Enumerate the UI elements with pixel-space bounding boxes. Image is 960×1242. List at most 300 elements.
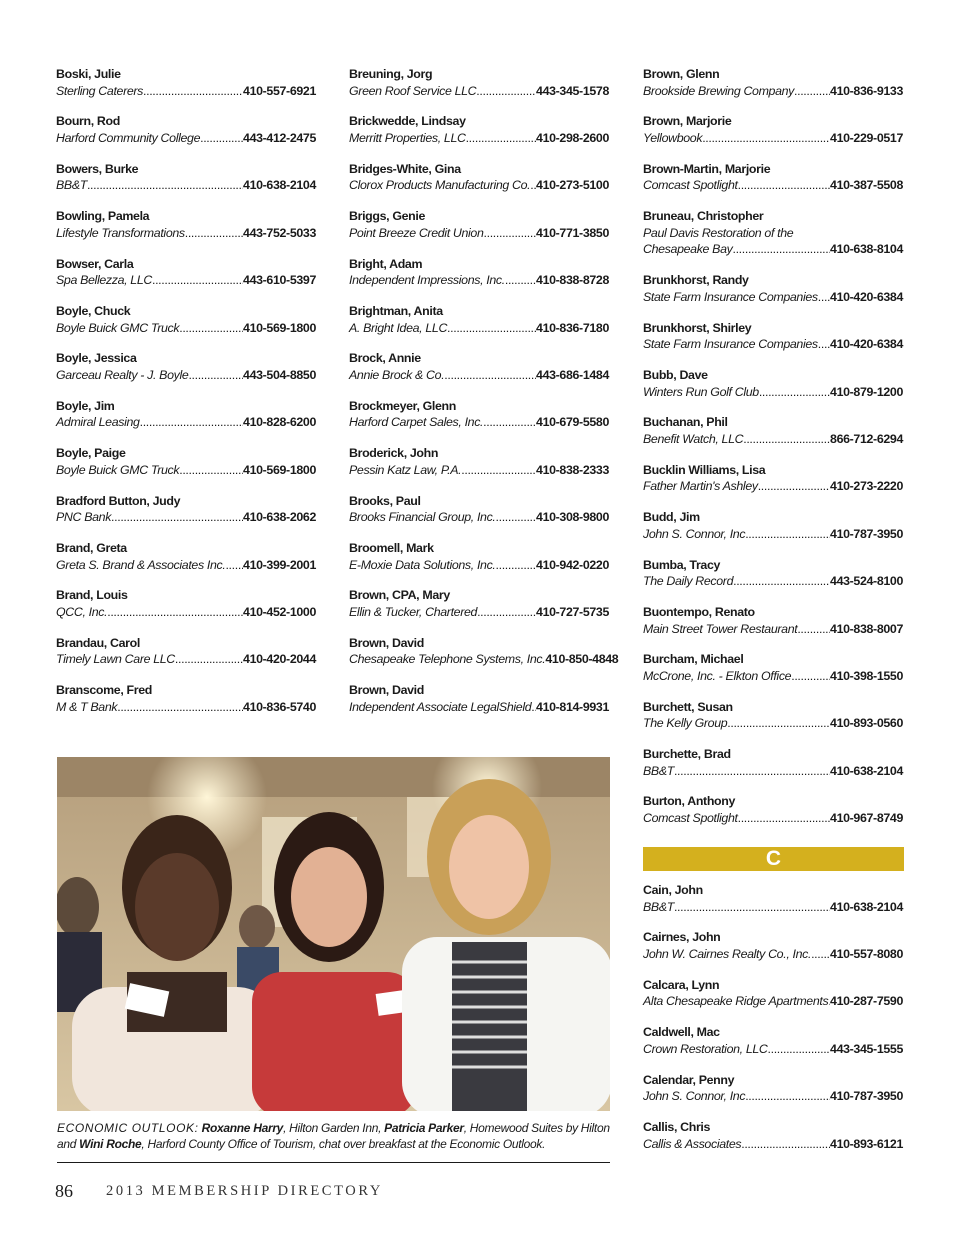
- directory-entry: [643, 66, 903, 113]
- member-name: Bubb, Dave: [643, 367, 708, 382]
- member-phone: 410-787-3950: [830, 1089, 903, 1104]
- member-company: BB&T: [56, 178, 87, 193]
- member-detail-line: [349, 272, 609, 289]
- member-detail-line: [349, 604, 609, 621]
- member-phone: 410-787-3950: [830, 526, 903, 541]
- directory-entry: [643, 509, 903, 556]
- member-phone: 410-569-1800: [243, 462, 316, 477]
- dot-leader: [745, 1088, 830, 1105]
- dot-leader: [179, 462, 243, 479]
- member-name: Branscome, Fred: [56, 683, 152, 698]
- directory-entry: [643, 1119, 903, 1166]
- member-company: Father Martin's Ashley: [643, 479, 758, 494]
- member-name: Burton, Anthony: [643, 794, 736, 809]
- dot-leader: [743, 431, 830, 448]
- directory-entry: [56, 66, 316, 113]
- member-phone: 410-229-0517: [830, 130, 903, 145]
- directory-entry: [56, 682, 316, 729]
- member-phone: 410-893-6121: [830, 1136, 903, 1151]
- member-detail-line: [643, 241, 903, 258]
- member-phone: 410-308-9800: [536, 510, 609, 525]
- directory-entry: [643, 272, 903, 319]
- directory-entry: [643, 882, 903, 929]
- member-name: Calcara, Lynn: [643, 977, 720, 992]
- member-phone: 410-638-8104: [830, 242, 903, 257]
- directory-entry: [349, 493, 609, 540]
- member-phone: 410-727-5735: [536, 604, 609, 619]
- member-phone: 410-398-1550: [830, 668, 903, 683]
- member-detail-line: [349, 462, 609, 479]
- directory-entry: [643, 1072, 903, 1119]
- member-name: Bradford Button, Judy: [56, 493, 181, 508]
- directory-entry: [349, 208, 609, 255]
- dot-leader: [738, 177, 830, 194]
- member-detail-line: [643, 289, 903, 306]
- directory-column-1: [56, 66, 316, 729]
- dot-leader: [738, 810, 830, 827]
- member-company: Main Street Tower Restaurant: [643, 621, 798, 636]
- directory-entry: [56, 635, 316, 682]
- member-name: Brown, CPA, Mary: [349, 588, 450, 603]
- member-name: Burcham, Michael: [643, 652, 744, 667]
- dot-leader: [741, 1136, 830, 1153]
- directory-entry: [643, 604, 903, 651]
- dot-leader: [818, 289, 830, 306]
- directory-entry: [643, 746, 903, 793]
- member-detail-line: [643, 993, 903, 1010]
- member-detail-line: [56, 83, 316, 100]
- member-name: Buchanan, Phil: [643, 415, 728, 430]
- member-company: Clorox Products Manufacturing Co.: [349, 178, 531, 193]
- member-name: Bucklin Williams, Lisa: [643, 462, 766, 477]
- member-phone: 410-569-1800: [243, 320, 316, 335]
- member-detail-line: [643, 810, 903, 827]
- member-detail-line: [643, 1041, 903, 1058]
- member-company: Spa Bellezza, LLC: [56, 273, 152, 288]
- directory-entry: [643, 161, 903, 208]
- directory-entry: [56, 398, 316, 445]
- member-phone: 410-638-2104: [830, 899, 903, 914]
- member-phone: 410-420-6384: [830, 337, 903, 352]
- dot-leader: [200, 130, 243, 147]
- member-company: Boyle Buick GMC Truck: [56, 462, 180, 477]
- member-company: John S. Connor, Inc: [643, 1089, 746, 1104]
- member-name: Budd, Jim: [643, 510, 700, 525]
- dot-leader: [818, 336, 830, 353]
- dot-leader: [727, 715, 830, 732]
- member-phone: 443-345-1555: [830, 1041, 903, 1056]
- member-name: Brown, David: [349, 683, 424, 698]
- member-company: The Kelly Group: [643, 716, 728, 731]
- dot-leader: [496, 509, 537, 526]
- directory-entry: [349, 540, 609, 587]
- dot-leader: [759, 384, 830, 401]
- member-name: Boyle, Jessica: [56, 351, 137, 366]
- dot-leader: [732, 241, 830, 258]
- member-detail-line: [643, 1088, 903, 1105]
- member-detail-line: [643, 899, 903, 916]
- directory-entry: [56, 256, 316, 303]
- member-name: Brooks, Paul: [349, 493, 421, 508]
- directory-entry: [56, 113, 316, 160]
- member-name: Brand, Louis: [56, 588, 128, 603]
- dot-leader: [117, 699, 243, 716]
- member-phone: 410-387-5508: [830, 178, 903, 193]
- dot-leader: [87, 177, 243, 194]
- dot-leader: [768, 1041, 831, 1058]
- member-company: Independent Associate LegalShield: [349, 699, 532, 714]
- member-detail-line: [56, 651, 316, 668]
- member-phone: 410-273-5100: [536, 178, 609, 193]
- member-company: John W. Cairnes Realty Co., Inc.: [643, 946, 812, 961]
- member-detail-line: [643, 573, 903, 590]
- member-company: PNC Bank: [56, 510, 112, 525]
- directory-entry: [349, 66, 609, 113]
- member-name: Bowling, Pamela: [56, 209, 150, 224]
- dot-leader: [152, 272, 243, 289]
- directory-entry: [643, 414, 903, 461]
- footer-rule: [57, 1162, 610, 1163]
- member-detail-line: [643, 763, 903, 780]
- member-phone: 866-712-6294: [830, 431, 903, 446]
- member-phone: 410-638-2062: [243, 510, 316, 525]
- member-phone: 410-420-6384: [830, 289, 903, 304]
- publication-title: 2013 MEMBERSHIP DIRECTORY: [106, 1183, 383, 1199]
- member-phone: 410-273-2220: [830, 479, 903, 494]
- dot-leader: [484, 225, 537, 242]
- member-name: Brown-Martin, Marjorie: [643, 161, 771, 176]
- member-company: Point Breeze Credit Union: [349, 225, 484, 240]
- directory-entry: [56, 208, 316, 255]
- member-name: Brightman, Anita: [349, 303, 443, 318]
- caption-person-2: Patricia Parker: [384, 1121, 464, 1135]
- member-detail-line: [349, 699, 609, 716]
- member-phone: 410-850-4848: [545, 652, 619, 667]
- member-phone: 410-557-6921: [243, 83, 316, 98]
- member-name: Boyle, Chuck: [56, 303, 131, 318]
- directory-entry: [56, 493, 316, 540]
- member-name: Brown, Glenn: [643, 67, 720, 81]
- caption-text-3: , Harford County Office of Tourism, chat over breakfast at the Economic Outlook.: [141, 1137, 546, 1151]
- member-name: Brown, David: [349, 635, 424, 650]
- member-phone: 443-412-2475: [243, 130, 316, 145]
- member-company: Harford Community College: [56, 130, 201, 145]
- member-company: John S. Connor, Inc: [643, 526, 746, 541]
- member-name: Burchett, Susan: [643, 699, 733, 714]
- member-detail-line: [643, 336, 903, 353]
- member-phone: 443-752-5033: [243, 225, 316, 240]
- member-detail-line: [643, 715, 903, 732]
- directory-entry: [643, 320, 903, 367]
- dot-leader: [447, 320, 536, 337]
- member-name: Bowser, Carla: [56, 256, 134, 271]
- member-phone: 410-557-8080: [830, 946, 903, 961]
- member-detail-line: [349, 320, 609, 337]
- directory-entry: [56, 445, 316, 492]
- page-number: 86: [55, 1181, 73, 1201]
- dot-leader: [483, 414, 536, 431]
- directory-entry: [349, 445, 609, 492]
- directory-entry: [643, 929, 903, 976]
- member-company: QCC, Inc.: [56, 604, 108, 619]
- member-phone: 410-967-8749: [830, 811, 903, 826]
- member-name: Callis, Chris: [643, 1119, 711, 1134]
- member-detail-line: [643, 1136, 903, 1153]
- member-detail-line: [56, 604, 316, 621]
- member-detail-line: [56, 414, 316, 431]
- member-name: Brand, Greta: [56, 540, 127, 555]
- member-detail-line: [349, 509, 609, 526]
- dot-leader: [797, 621, 830, 638]
- member-phone: 410-893-0560: [830, 716, 903, 731]
- directory-entry: [643, 367, 903, 414]
- dot-leader: [674, 899, 830, 916]
- member-company: Independent Impressions, Inc.: [349, 273, 505, 288]
- member-detail-line: [56, 699, 316, 716]
- directory-entry: [349, 161, 609, 208]
- member-name: Bridges-White, Gina: [349, 161, 461, 176]
- member-company: State Farm Insurance Companies: [643, 289, 818, 304]
- member-name: Burchette, Brad: [643, 747, 731, 762]
- member-detail-line: [56, 177, 316, 194]
- member-company: Brooks Financial Group, Inc.: [349, 510, 496, 525]
- member-company: Timely Lawn Care LLC: [56, 652, 175, 667]
- member-phone: 410-814-9931: [536, 699, 609, 714]
- member-company: Ellin & Tucker, Chartered: [349, 604, 478, 619]
- member-phone: 410-838-2333: [536, 462, 609, 477]
- member-detail-line: [643, 431, 903, 448]
- member-company: State Farm Insurance Companies: [643, 337, 818, 352]
- directory-entry: [643, 651, 903, 698]
- member-detail-line: [349, 651, 619, 668]
- member-name: Calendar, Penny: [643, 1072, 735, 1087]
- member-company: Yellowbook: [643, 130, 703, 145]
- directory-column-2: [349, 66, 619, 729]
- member-company: Pessin Katz Law, P.A.: [349, 462, 462, 477]
- member-company: Benefit Watch, LLC: [643, 431, 744, 446]
- member-detail-line: [56, 130, 316, 147]
- member-company: A. Bright Idea, LLC: [349, 320, 448, 335]
- member-name: Bruneau, Christopher: [643, 209, 764, 224]
- member-company: Comcast Spotlight: [643, 811, 738, 826]
- member-company: M & T Bank: [56, 699, 118, 714]
- member-company: Boyle Buick GMC Truck: [56, 320, 180, 335]
- member-phone: 443-345-1578: [536, 83, 609, 98]
- caption-text-1: , Hilton Garden Inn,: [283, 1121, 385, 1135]
- member-detail-line: [349, 83, 609, 100]
- directory-entry: [643, 113, 903, 160]
- directory-entry: [349, 635, 619, 682]
- directory-entry: [349, 256, 609, 303]
- directory-entry: [643, 977, 903, 1024]
- member-detail-line: [56, 557, 316, 574]
- member-company: Crown Restoration, LLC: [643, 1041, 768, 1056]
- member-detail-line: [349, 225, 609, 242]
- member-detail-line: [643, 177, 903, 194]
- member-name: Boyle, Paige: [56, 446, 126, 461]
- member-detail-line: [349, 130, 609, 147]
- directory-entry: [56, 303, 316, 350]
- member-company: Greta S. Brand & Associates Inc.: [56, 557, 226, 572]
- member-name: Brunkhorst, Randy: [643, 273, 749, 288]
- dot-leader: [188, 367, 243, 384]
- member-detail-line: [643, 668, 903, 685]
- directory-entry: [349, 350, 609, 397]
- member-company: E-Moxie Data Solutions, Inc.: [349, 557, 496, 572]
- directory-entry: [349, 398, 609, 445]
- member-name: Cairnes, John: [643, 930, 721, 945]
- dot-leader: [461, 462, 536, 479]
- member-phone: 410-638-2104: [243, 178, 316, 193]
- member-company-line1: Paul Davis Restoration of the: [643, 225, 794, 240]
- member-phone: 410-942-0220: [536, 557, 609, 572]
- dot-leader: [107, 604, 243, 621]
- directory-entry: [56, 350, 316, 397]
- member-detail-line: [349, 414, 609, 431]
- directory-entry: [349, 587, 609, 634]
- member-name: Brown, Marjorie: [643, 114, 732, 129]
- dot-leader: [225, 557, 243, 574]
- directory-entry: [56, 587, 316, 634]
- member-company: BB&T: [643, 899, 674, 914]
- member-company: Callis & Associates: [643, 1136, 742, 1151]
- member-phone: 410-420-2044: [243, 652, 316, 667]
- member-phone: 410-838-8007: [830, 621, 903, 636]
- directory-entry: [643, 793, 903, 840]
- dot-leader: [444, 367, 536, 384]
- member-phone: 443-504-8850: [243, 367, 316, 382]
- directory-entry: [349, 682, 609, 729]
- member-company: Comcast Spotlight: [643, 178, 738, 193]
- member-detail-line: [56, 225, 316, 242]
- caption-person-3: Wini Roche: [79, 1137, 142, 1151]
- directory-entry: [349, 303, 609, 350]
- member-company: Harford Carpet Sales, Inc.: [349, 415, 484, 430]
- dot-leader: [758, 478, 830, 495]
- member-company: McCrone, Inc. - Elkton Office: [643, 668, 792, 683]
- member-name: Bowers, Burke: [56, 161, 139, 176]
- member-company: Winters Run Golf Club: [643, 384, 759, 399]
- member-phone: 410-638-2104: [830, 763, 903, 778]
- directory-entry: [643, 208, 903, 272]
- member-detail-line: [56, 320, 316, 337]
- member-detail-line: [643, 526, 903, 543]
- member-phone: 410-836-5740: [243, 699, 316, 714]
- member-company: Alta Chesapeake Ridge Apartments: [643, 994, 829, 1009]
- dot-leader: [733, 573, 830, 590]
- member-phone: 410-836-7180: [536, 320, 609, 335]
- member-name: Boski, Julie: [56, 67, 121, 81]
- member-detail-line: [349, 367, 609, 384]
- dot-leader: [674, 763, 830, 780]
- dot-leader: [794, 83, 830, 100]
- dot-leader: [466, 130, 536, 147]
- member-phone: 410-298-2600: [536, 130, 609, 145]
- member-name: Broomell, Mark: [349, 540, 434, 555]
- directory-entry: [56, 161, 316, 208]
- member-detail-line: [56, 509, 316, 526]
- member-phone: 410-828-6200: [243, 415, 316, 430]
- member-name: Briggs, Genie: [349, 209, 426, 224]
- dot-leader: [111, 509, 243, 526]
- member-company: Annie Brock & Co.: [349, 367, 445, 382]
- member-company: Sterling Caterers: [56, 83, 144, 98]
- caption-lead: ECONOMIC OUTLOOK:: [57, 1121, 199, 1135]
- member-phone: 410-838-8728: [536, 273, 609, 288]
- member-phone: 410-679-5580: [536, 415, 609, 430]
- caption-person-1: Roxanne Harry: [201, 1121, 284, 1135]
- member-detail-line: [643, 946, 903, 963]
- member-detail-line: [643, 621, 903, 638]
- member-name: Boyle, Jim: [56, 398, 115, 413]
- dot-leader: [179, 320, 243, 337]
- member-company: BB&T: [643, 763, 674, 778]
- member-detail-line: [643, 83, 903, 100]
- member-name: Brock, Annie: [349, 351, 421, 366]
- dot-leader: [143, 83, 243, 100]
- dot-leader: [505, 272, 536, 289]
- member-company: Merritt Properties, LLC: [349, 130, 466, 145]
- directory-entry: [643, 557, 903, 604]
- member-detail-line: [56, 462, 316, 479]
- member-phone: 410-836-9133: [830, 83, 903, 98]
- member-phone: 443-610-5397: [243, 273, 316, 288]
- member-phone: 443-686-1484: [536, 367, 609, 382]
- member-company: Garceau Realty - J. Boyle: [56, 367, 189, 382]
- member-name: Caldwell, Mac: [643, 1025, 720, 1040]
- member-name: Broderick, John: [349, 446, 439, 461]
- dot-leader: [185, 225, 243, 242]
- member-detail-line: [349, 177, 609, 194]
- directory-column-3: [643, 66, 903, 841]
- member-phone: 410-287-7590: [830, 994, 903, 1009]
- dot-leader: [496, 557, 537, 574]
- dot-leader: [140, 414, 243, 431]
- member-detail-line: [643, 478, 903, 495]
- directory-entry: [643, 462, 903, 509]
- member-phone: 410-452-1000: [243, 604, 316, 619]
- caption-text-2: , Homewood Suites by Hilton and: [57, 1121, 610, 1151]
- dot-leader: [811, 946, 830, 963]
- member-name: Brunkhorst, Shirley: [643, 320, 752, 335]
- member-name: Buontempo, Renato: [643, 604, 755, 619]
- dot-leader: [175, 651, 243, 668]
- member-company: Green Roof Service LLC: [349, 83, 477, 98]
- event-photo: [57, 757, 610, 1111]
- dot-leader: [745, 526, 830, 543]
- member-name: Bright, Adam: [349, 256, 423, 271]
- member-company: Chesapeake Telephone Systems, Inc.: [349, 652, 546, 667]
- dot-leader: [476, 83, 536, 100]
- photo-caption: [57, 1120, 612, 1152]
- directory-entry: [56, 540, 316, 587]
- member-name: Brockmeyer, Glenn: [349, 398, 456, 413]
- member-name: Brickwedde, Lindsay: [349, 114, 466, 129]
- section-c-entries: [643, 882, 903, 1166]
- directory-entry: [643, 699, 903, 746]
- member-phone: 410-771-3850: [536, 225, 609, 240]
- member-detail-line: [56, 272, 316, 289]
- member-company: Brookside Brewing Company: [643, 83, 795, 98]
- event-photo-illustration: [57, 757, 610, 1111]
- member-detail-line: [643, 384, 903, 401]
- member-name: Brandau, Carol: [56, 635, 140, 650]
- member-phone: 443-524-8100: [830, 574, 903, 589]
- dot-leader: [791, 668, 830, 685]
- member-phone: 410-879-1200: [830, 384, 903, 399]
- dot-leader: [702, 130, 830, 147]
- section-letter-bar: C: [643, 847, 904, 871]
